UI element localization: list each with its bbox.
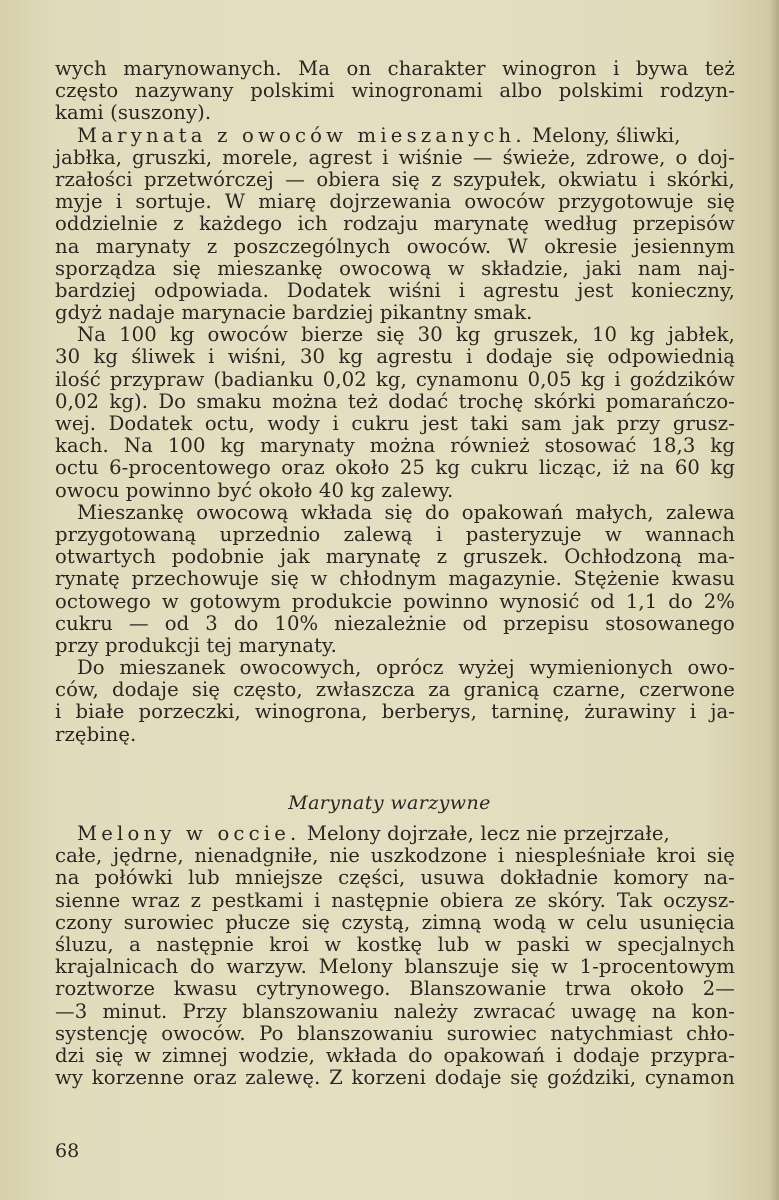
body-text-block-one (55, 58, 735, 746)
text-line: na marynaty z poszczególnych owoców. W okresie jesiennym (55, 234, 735, 258)
text-line (55, 302, 735, 324)
text-line: 30 kg śliwek i wiśni, 30 kg agrestu i dodaje się odpowiednią (55, 345, 735, 369)
text-line: kach. Na 100 kg marynaty można również stosować 18,3 kg (55, 434, 735, 458)
text-line: śluzu, a następnie kroi w kostkę lub w paski w specjalnych (55, 932, 735, 956)
line-text: Melony, śliwki, (525, 123, 681, 147)
text-line: otwartych podobnie jak marynatę z gruszek. Ochłodzoną ma- (55, 545, 735, 569)
text-line: systencję owoców. Po blanszowaniu surowiec natychmiast chło- (55, 1021, 735, 1045)
text-line: myje i sortuje. W miarę dojrzewania owoców przygotowuje się (55, 190, 735, 214)
text-line (55, 102, 735, 124)
text-line (55, 724, 735, 746)
text-line: często nazywany polskimi winogronami albo polskimi rodzyn- (55, 79, 735, 103)
text-line: dzi się w zimnej wodzie, wkłada do opakowań i dodaje przypra- (55, 1043, 735, 1067)
text-line: rzałości przetwórczej — obiera się z szypułek, okwiatu i skórki, (55, 167, 735, 191)
text-line: sienne wraz z pestkami i następnie obiera ze skóry. Tak oczysz- (55, 888, 735, 912)
text-line: Do mieszanek owocowych, oprócz wyżej wymienionych owo- (77, 656, 735, 680)
spaced-lead: Marynata z owoców mieszanych. (77, 123, 526, 147)
text-line: całe, jędrne, nienadgniłe, nie uszkodzone i niespleśniałe kroi się (55, 844, 735, 868)
line-text: kami (suszony). (55, 101, 212, 125)
text-line (55, 480, 735, 502)
text-line: jabłka, gruszki, morele, agrest i wiśnie — świeże, zdrowe, o doj- (55, 145, 735, 169)
text-line: 0,02 kg). Do smaku można też dodać trochę skórki pomarańczo- (55, 389, 735, 413)
page-number: 68 (55, 1140, 80, 1162)
line-text: rzębinę. (55, 722, 137, 746)
text-line: Mieszankę owocową wkłada się do opakowań małych, zalewa (77, 500, 735, 524)
section-heading: Marynaty warzywne (288, 792, 491, 814)
text-line: roztworze kwasu cytrynowego. Blanszowanie trwa około 2— (55, 977, 735, 1001)
text-line (55, 125, 735, 147)
text-line: i białe porzeczki, winogrona, berberys, tarninę, żurawiny i ja- (55, 700, 735, 724)
text-line (55, 635, 735, 657)
spaced-lead: Melony w occie. (77, 822, 301, 845)
text-line: wej. Dodatek octu, wody i cukru jest taki sam jak przy grusz- (55, 412, 735, 435)
line-text: owocu powinno być około 40 kg zalewy. (55, 478, 454, 502)
text-line (55, 823, 735, 845)
text-line: ilość przypraw (badianku 0,02 kg, cynamonu 0,05 kg i goździków (55, 367, 735, 391)
body-text-block-two (55, 823, 735, 1089)
text-line: rynatę przechowuje się w chłodnym magazynie. Stężenie kwasu (55, 567, 735, 591)
text-line: wych marynowanych. Ma on charakter winogron i bywa też (55, 57, 735, 80)
text-line: octu 6-procentowego oraz około 25 kg cukru licząc, iż na 60 kg (55, 456, 735, 480)
text-line: przygotowaną uprzednio zalewą i pasteryzuje w wannach (55, 522, 735, 546)
text-line: Na 100 kg owoców bierze się 30 kg gruszek, 10 kg jabłek, (77, 323, 735, 347)
text-line: sporządza się mieszankę owocową w składzie, jaki nam naj- (55, 256, 735, 280)
line-text: przy produkcji tej marynaty. (55, 633, 337, 657)
line-text: Melony dojrzałe, lecz nie przejrzałe, (300, 822, 670, 845)
text-line: ców, dodaje się często, zwłaszcza za granicą czarne, czerwone (55, 678, 735, 702)
text-line: na połówki lub mniejsze części, usuwa dokładnie komory na- (55, 866, 735, 890)
text-line: wy korzenne oraz zalewę. Z korzeni dodaje się goździki, cynamon (55, 1066, 735, 1090)
text-line: bardziej odpowiada. Dodatek wiśni i agrestu jest konieczny, (55, 278, 735, 302)
text-line: octowego w gotowym produkcie powinno wynosić od 1,1 do 2% (55, 589, 735, 613)
text-line: krajalnicach do warzyw. Melony blanszuje się w 1-procentowym (55, 955, 735, 979)
text-line: oddzielnie z każdego ich rodzaju marynatę według przepisów (55, 212, 735, 236)
line-text: gdyż nadaje marynacie bardziej pikantny smak. (55, 301, 533, 325)
text-line: czony surowiec płucze się czystą, zimną wodą w celu usunięcia (55, 910, 735, 934)
text-line: —3 minut. Przy blanszowaniu należy zwracać uwagę na kon- (55, 999, 735, 1023)
page-edge-shadow (769, 0, 779, 1200)
text-line: cukru — od 3 do 10% niezależnie od przepisu stosowanego (55, 611, 735, 635)
